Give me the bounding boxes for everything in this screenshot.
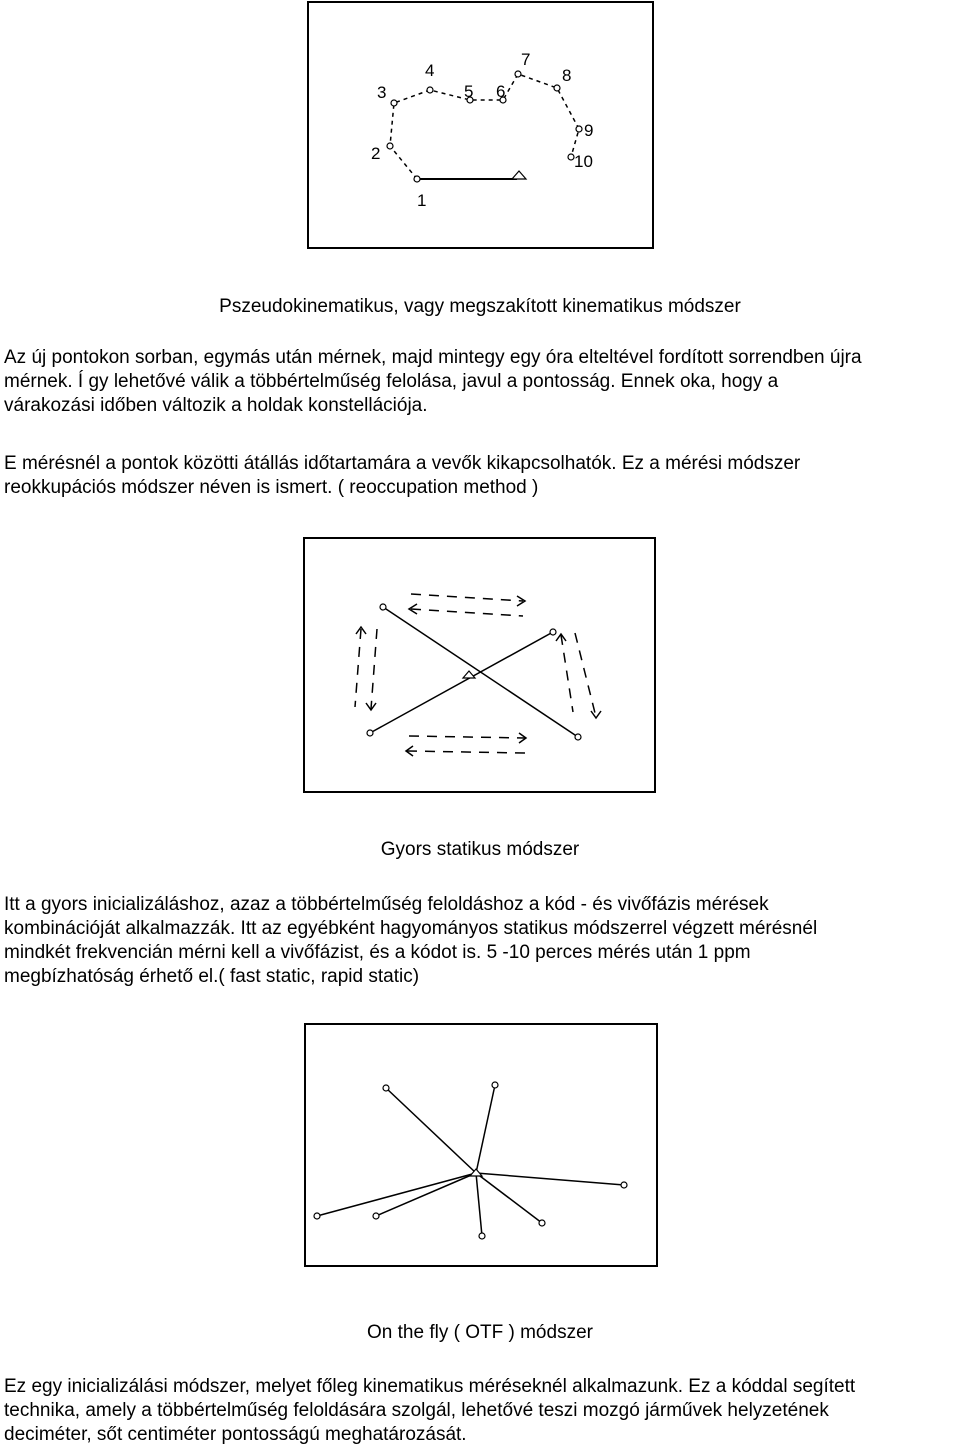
- point-marker: [314, 1213, 320, 1219]
- paragraph-pseudokinematic-1: [4, 346, 956, 418]
- point-marker: [621, 1182, 627, 1188]
- point-marker: [492, 1082, 498, 1088]
- paragraph-otf: [4, 1375, 956, 1447]
- text-line: E mérésnél a pontok közötti átállás időtartamára a vevők kikapcsolhatók. Ez a mérési módszer: [4, 453, 801, 474]
- point-marker: [576, 126, 582, 132]
- text-line: Itt a gyors inicializáláshoz, azaz a többértelműség feloldáshoz a kód - és vivőfázis mérések: [4, 894, 769, 915]
- section-heading-pseudokinematic: Pszeudokinematikus, vagy megszakított kinematikus módszer: [219, 296, 741, 317]
- text-line: várakozási időben változik a holdak konstellációja.: [4, 395, 428, 416]
- section-heading-otf: On the fly ( OTF ) módszer: [367, 1322, 593, 1343]
- point-label-3: 3: [377, 83, 387, 102]
- point-label-2: 2: [371, 144, 381, 163]
- point-label-4: 4: [425, 61, 435, 80]
- point-label-5: 5: [464, 82, 474, 101]
- text-line: megbízhatóság érhető el.( fast static, rapid static): [4, 966, 420, 987]
- point-marker: [414, 176, 420, 182]
- point-marker: [479, 1233, 485, 1239]
- point-marker: [539, 1220, 545, 1226]
- fast-static-diagram: [304, 1023, 658, 1267]
- text-line: Az új pontokon sorban, egymás után mérnek, majd mintegy egy óra elteltével fordított sorrendben újra: [4, 347, 862, 368]
- point-marker: [575, 734, 581, 740]
- point-label-1: 1: [417, 191, 427, 210]
- base-station-triangle: [512, 171, 526, 179]
- text-line: mérnek. Í gy lehetővé válik a többértelműség felolása, javul a pontosság. Ennek oka, hogy a: [4, 371, 779, 392]
- point-marker: [554, 85, 560, 91]
- point-marker: [427, 87, 433, 93]
- figure-kinematic-traverse: [307, 1, 654, 249]
- point-label-8: 8: [562, 66, 572, 85]
- point-label-6: 6: [496, 82, 506, 101]
- point-label-9: 9: [584, 121, 594, 140]
- text-line: technika, amely a többértelműség feloldására szolgál, lehetővé teszi mozgó járművek helyzetének: [4, 1400, 829, 1421]
- paragraph-fast-static: [4, 893, 956, 989]
- point-marker: [383, 1085, 389, 1091]
- text-line: kombinációját alkalmazzák. Itt az egyébként hagyományos statikus módszerrel végzett mérésnél: [4, 918, 818, 939]
- figure-reoccupation: [303, 537, 656, 793]
- point-marker: [391, 100, 397, 106]
- point-marker: [373, 1213, 379, 1219]
- base-station-triangle: [463, 671, 475, 678]
- reoccupation-diagram: [303, 537, 656, 793]
- figure-fast-static: [304, 1023, 658, 1267]
- point-marker: [380, 604, 386, 610]
- kinematic-traverse-diagram: [307, 1, 654, 249]
- point-marker: [387, 143, 393, 149]
- point-label-7: 7: [521, 50, 531, 69]
- text-line: Ez egy inicializálási módszer, melyet főleg kinematikus méréseknél alkalmazunk. Ez a kóddal segített: [4, 1376, 856, 1397]
- point-marker: [515, 71, 521, 77]
- point-label-10: 10: [574, 152, 593, 171]
- paragraph-pseudokinematic-2: [4, 452, 956, 500]
- text-line: deciméter, sőt centiméter pontosságú meghatározását.: [4, 1424, 467, 1445]
- section-heading-fast-static: Gyors statikus módszer: [380, 839, 580, 860]
- point-marker: [367, 730, 373, 736]
- point-marker: [550, 629, 556, 635]
- text-line: reokkupációs módszer néven is ismert. ( reoccupation method ): [4, 477, 539, 498]
- text-line: mindkét frekvencián mérni kell a vivőfázist, és a kódot is. 5 -10 perces mérés után 1 ppm: [4, 942, 751, 963]
